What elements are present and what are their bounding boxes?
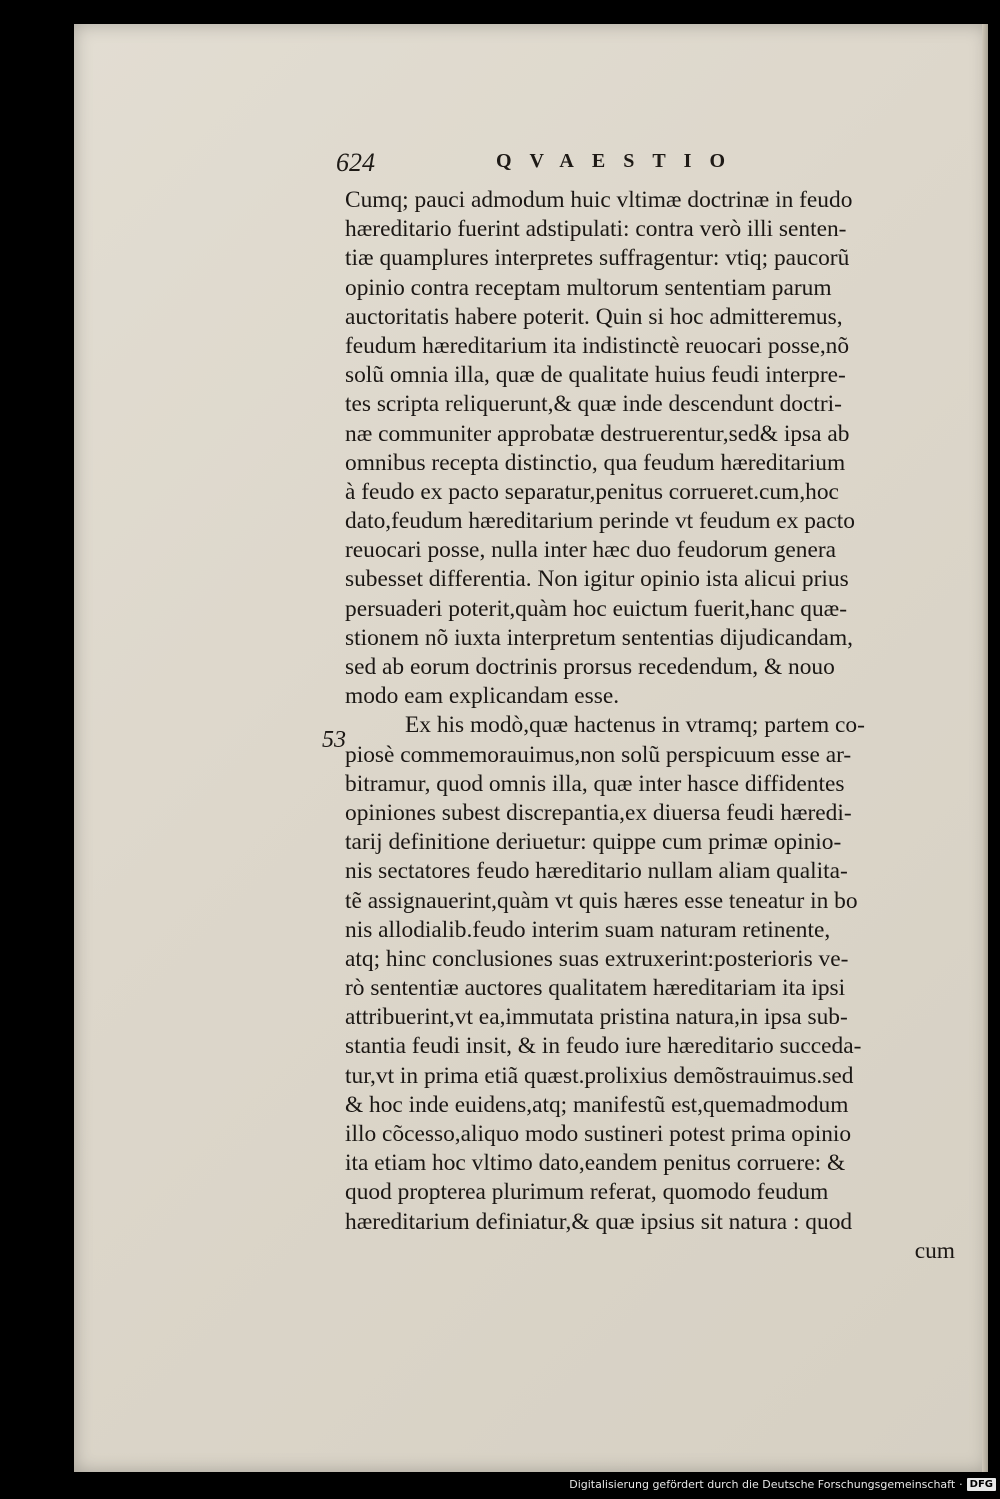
text-line: illo cõcesso,aliquo modo sustineri potest prima opinio: [345, 1121, 852, 1147]
text-line: bitramur, quod omnis illa, quæ inter hasce diffidentes: [345, 770, 845, 797]
text-line: nis allodialib.feudo interim suam naturam retinente,: [345, 916, 831, 943]
text-line: stionem nõ iuxta interpretum sententias dijudicandam,: [345, 624, 853, 651]
text-line: & hoc inde euidens,atq; manifestũ est,quemadmodum: [345, 1091, 849, 1118]
text-line: tiæ quamplures interpretes suffragentur: vtiq; paucorũ: [345, 245, 850, 272]
marginal-number: 53: [322, 727, 346, 753]
text-line: solũ omnia illa, quæ de qualitate huius feudi interpre-: [345, 362, 846, 389]
page-header: [336, 148, 936, 182]
text-line: tẽ assignauerint,quàm vt quis hæres esse teneatur in bo: [345, 887, 858, 914]
text-line: modo eam explicandam esse.: [345, 683, 620, 710]
text-line: subesset differentia. Non igitur opinio ista alicui prius: [345, 566, 849, 593]
digitization-footer: Digitalisierung gefördert durch die Deutsche Forschungsgemeinschaft · DFG: [569, 1478, 996, 1491]
text-line: quod propterea plurimum referat, quomodo feudum: [345, 1179, 829, 1206]
text-line: nis sectatores feudo hæreditario nullam aliam qualita-: [345, 858, 848, 885]
dfg-logo-icon: DFG: [967, 1478, 996, 1491]
text-line: auctoritatis habere poterit. Quin si hoc admitteremus,: [345, 303, 843, 330]
text-line: tes scripta reliquerunt,& quæ inde descendunt doctri-: [345, 391, 842, 418]
body-text: [345, 186, 955, 1266]
text-line: opiniones subest discrepantia,ex diuersa feudi hæredi-: [345, 799, 852, 826]
text-line: à feudo ex pacto separatur,penitus corrueret.cum,hoc: [345, 478, 839, 505]
footer-text: Digitalisierung gefördert durch die Deutsche Forschungsgemeinschaft: [569, 1478, 956, 1491]
catchword: cum: [914, 1237, 955, 1264]
text-line: Cumq; pauci admodum huic vltimæ doctrinæ in feudo: [345, 187, 853, 213]
text-line: hæreditarium definiatur,& quæ ipsius sit natura : quod: [345, 1208, 853, 1235]
text-line: sed ab eorum doctrinis prorsus recedendum, & nouo: [345, 654, 835, 680]
text-line: atq; hinc conclusiones suas extruxerint:posterioris ve-: [345, 945, 849, 972]
text-line: tur,vt in prima etiã quæst.prolixius demõstrauimus.sed: [345, 1062, 854, 1089]
text-line: næ communiter approbatæ destruerentur,sed& ipsa ab: [345, 420, 850, 447]
page-edge: [982, 24, 988, 1472]
text-line: opinio contra receptam multorum sententiam parum: [345, 274, 832, 301]
text-line: stantia feudi insit, & in feudo iure hæreditario succeda-: [345, 1033, 862, 1060]
text-line: reuocari posse, nulla inter hæc duo feudorum genera: [345, 537, 837, 564]
text-line: tarij definitione deriuetur: quippe cum primæ opinio-: [345, 829, 842, 856]
text-line: omnibus recepta distinctio, qua feudum hæreditarium: [345, 449, 846, 476]
text-line: piosè commemorauimus,non solũ perspicuum esse ar-: [345, 741, 852, 768]
page-number: 624: [336, 148, 375, 177]
text-line: persuaderi poterit,quàm hoc euictum fuerit,hanc quæ-: [345, 595, 848, 622]
text-line: attribuerint,vt ea,immutata pristina natura,in ipsa sub-: [345, 1004, 848, 1031]
text-line: hæreditario fuerint adstipulati: contra verò illi senten-: [345, 216, 847, 243]
text-line: Ex his modò,quæ hactenus in vtramq; partem co-: [405, 712, 865, 739]
running-head: QVAESTIO: [496, 150, 744, 172]
text-line: rò sententiæ auctores qualitatem hæreditariam ita ipsi: [345, 975, 846, 1002]
text-line: dato,feudum hæreditarium perinde vt feudum ex pacto: [345, 508, 855, 535]
text-line: ita etiam hoc vltimo dato,eandem penitus corruere: &: [345, 1150, 846, 1177]
text-line: feudum hæreditarium ita indistinctè reuocari posse,nõ: [345, 332, 850, 359]
